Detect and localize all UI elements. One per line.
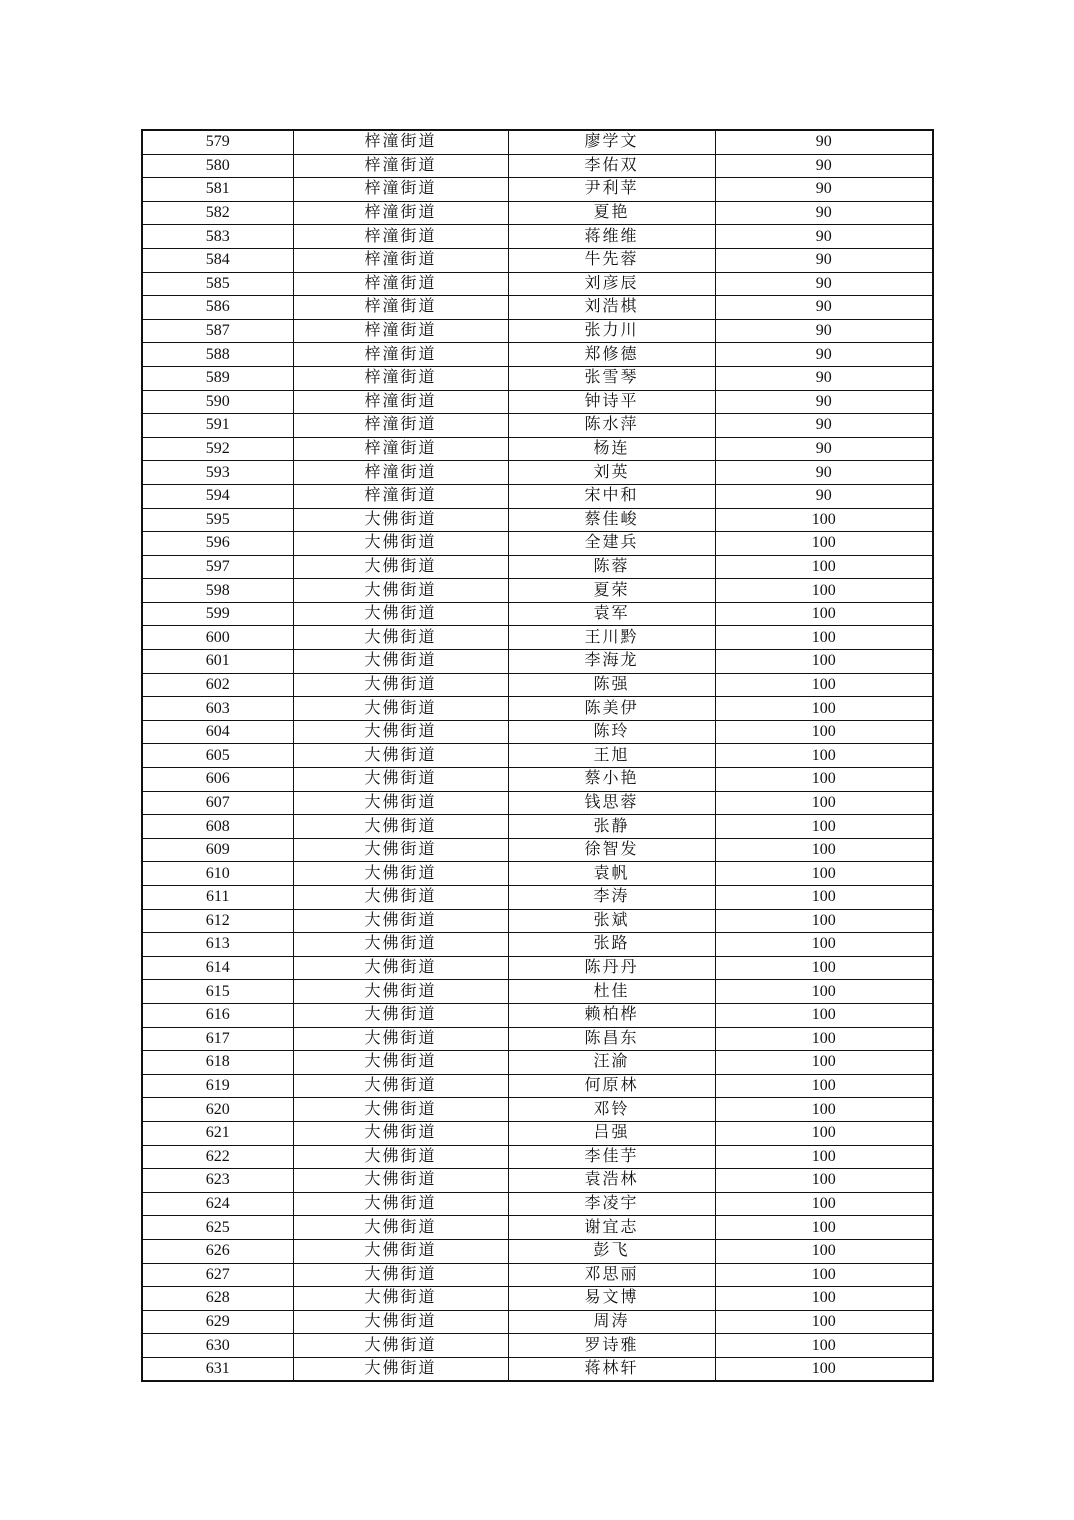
street-cell: 大佛街道 [293, 1051, 508, 1075]
person-name-cell: 陈美伊 [508, 697, 715, 721]
table-row [142, 1074, 933, 1098]
person-name-cell: 蒋维维 [508, 225, 715, 249]
table-row [142, 508, 933, 532]
amount-cell: 100 [715, 980, 933, 1004]
amount-cell: 100 [715, 1003, 933, 1027]
table-row [142, 272, 933, 296]
street-cell: 梓潼街道 [293, 225, 508, 249]
street-cell: 梓潼街道 [293, 461, 508, 485]
person-name-cell: 袁浩林 [508, 1169, 715, 1193]
table-row [142, 720, 933, 744]
person-name-cell: 刘彦辰 [508, 272, 715, 296]
person-name-cell: 彭飞 [508, 1239, 715, 1263]
person-name-cell: 钱思蓉 [508, 791, 715, 815]
row-number-cell: 600 [142, 626, 293, 650]
table-row [142, 296, 933, 320]
table-row [142, 1263, 933, 1287]
street-cell: 梓潼街道 [293, 154, 508, 178]
row-number-cell: 590 [142, 390, 293, 414]
amount-cell: 100 [715, 1334, 933, 1358]
street-cell: 大佛街道 [293, 815, 508, 839]
street-cell: 大佛街道 [293, 1027, 508, 1051]
row-number-cell: 627 [142, 1263, 293, 1287]
row-number-cell: 613 [142, 933, 293, 957]
street-cell: 梓潼街道 [293, 319, 508, 343]
amount-cell: 100 [715, 791, 933, 815]
row-number-cell: 589 [142, 366, 293, 390]
amount-cell: 90 [715, 366, 933, 390]
street-cell: 大佛街道 [293, 720, 508, 744]
row-number-cell: 625 [142, 1216, 293, 1240]
table-row [142, 532, 933, 556]
table-row [142, 909, 933, 933]
street-cell: 梓潼街道 [293, 343, 508, 367]
amount-cell: 100 [715, 602, 933, 626]
row-number-cell: 621 [142, 1121, 293, 1145]
person-name-cell: 张雪琴 [508, 366, 715, 390]
table-row [142, 484, 933, 508]
person-name-cell: 宋中和 [508, 484, 715, 508]
table-row [142, 980, 933, 1004]
row-number-cell: 594 [142, 484, 293, 508]
amount-cell: 100 [715, 933, 933, 957]
person-name-cell: 刘浩棋 [508, 296, 715, 320]
street-cell: 大佛街道 [293, 697, 508, 721]
amount-cell: 100 [715, 1051, 933, 1075]
row-number-cell: 582 [142, 201, 293, 225]
street-cell: 大佛街道 [293, 1145, 508, 1169]
person-name-cell: 谢宜志 [508, 1216, 715, 1240]
table-row [142, 555, 933, 579]
amount-cell: 100 [715, 1145, 933, 1169]
row-number-cell: 612 [142, 909, 293, 933]
table-row [142, 319, 933, 343]
person-name-cell: 陈水萍 [508, 414, 715, 438]
person-name-cell: 赖柏桦 [508, 1003, 715, 1027]
amount-cell: 100 [715, 1098, 933, 1122]
amount-cell: 90 [715, 484, 933, 508]
table-body [142, 130, 933, 1381]
street-cell: 大佛街道 [293, 1121, 508, 1145]
table-row [142, 225, 933, 249]
street-cell: 大佛街道 [293, 626, 508, 650]
amount-cell: 90 [715, 319, 933, 343]
row-number-cell: 579 [142, 130, 293, 154]
table-row [142, 602, 933, 626]
row-number-cell: 597 [142, 555, 293, 579]
street-cell: 梓潼街道 [293, 296, 508, 320]
person-name-cell: 王川黔 [508, 626, 715, 650]
street-cell: 大佛街道 [293, 579, 508, 603]
person-name-cell: 杨连 [508, 437, 715, 461]
amount-cell: 90 [715, 437, 933, 461]
row-number-cell: 588 [142, 343, 293, 367]
person-name-cell: 刘英 [508, 461, 715, 485]
street-cell: 大佛街道 [293, 1169, 508, 1193]
amount-cell: 100 [715, 1074, 933, 1098]
person-name-cell: 李涛 [508, 886, 715, 910]
amount-cell: 100 [715, 862, 933, 886]
person-name-cell: 李佳芋 [508, 1145, 715, 1169]
person-name-cell: 陈强 [508, 673, 715, 697]
row-number-cell: 610 [142, 862, 293, 886]
table-row [142, 1216, 933, 1240]
row-number-cell: 619 [142, 1074, 293, 1098]
amount-cell: 90 [715, 201, 933, 225]
table-row [142, 673, 933, 697]
row-number-cell: 611 [142, 886, 293, 910]
street-cell: 梓潼街道 [293, 272, 508, 296]
street-cell: 梓潼街道 [293, 178, 508, 202]
row-number-cell: 580 [142, 154, 293, 178]
street-cell: 大佛街道 [293, 862, 508, 886]
row-number-cell: 630 [142, 1334, 293, 1358]
row-number-cell: 618 [142, 1051, 293, 1075]
table-row [142, 791, 933, 815]
amount-cell: 100 [715, 697, 933, 721]
row-number-cell: 598 [142, 579, 293, 603]
table-row [142, 1239, 933, 1263]
row-number-cell: 591 [142, 414, 293, 438]
row-number-cell: 584 [142, 248, 293, 272]
row-number-cell: 609 [142, 838, 293, 862]
amount-cell: 100 [715, 1169, 933, 1193]
table-row [142, 768, 933, 792]
amount-cell: 100 [715, 838, 933, 862]
amount-cell: 100 [715, 626, 933, 650]
amount-cell: 100 [715, 555, 933, 579]
street-cell: 大佛街道 [293, 1287, 508, 1311]
person-name-cell: 全建兵 [508, 532, 715, 556]
street-cell: 大佛街道 [293, 673, 508, 697]
person-name-cell: 尹利苹 [508, 178, 715, 202]
street-cell: 大佛街道 [293, 1310, 508, 1334]
row-number-cell: 622 [142, 1145, 293, 1169]
amount-cell: 100 [715, 532, 933, 556]
table-row [142, 1051, 933, 1075]
table-row [142, 886, 933, 910]
table-row [142, 1357, 933, 1381]
street-cell: 大佛街道 [293, 909, 508, 933]
person-name-cell: 袁帆 [508, 862, 715, 886]
street-cell: 梓潼街道 [293, 437, 508, 461]
table-row [142, 437, 933, 461]
street-cell: 大佛街道 [293, 1003, 508, 1027]
subsidy-list-table [141, 129, 934, 1382]
table-row [142, 1287, 933, 1311]
row-number-cell: 605 [142, 744, 293, 768]
street-cell: 大佛街道 [293, 532, 508, 556]
person-name-cell: 夏艳 [508, 201, 715, 225]
amount-cell: 90 [715, 248, 933, 272]
street-cell: 大佛街道 [293, 508, 508, 532]
row-number-cell: 595 [142, 508, 293, 532]
table-row [142, 154, 933, 178]
table-row [142, 1310, 933, 1334]
person-name-cell: 杜佳 [508, 980, 715, 1004]
table-row [142, 178, 933, 202]
row-number-cell: 596 [142, 532, 293, 556]
person-name-cell: 邓铃 [508, 1098, 715, 1122]
amount-cell: 100 [715, 909, 933, 933]
person-name-cell: 徐智发 [508, 838, 715, 862]
person-name-cell: 吕强 [508, 1121, 715, 1145]
row-number-cell: 599 [142, 602, 293, 626]
person-name-cell: 蔡小艳 [508, 768, 715, 792]
row-number-cell: 602 [142, 673, 293, 697]
street-cell: 大佛街道 [293, 650, 508, 674]
person-name-cell: 邓思丽 [508, 1263, 715, 1287]
table-row [142, 1121, 933, 1145]
amount-cell: 100 [715, 1263, 933, 1287]
amount-cell: 100 [715, 650, 933, 674]
amount-cell: 100 [715, 1287, 933, 1311]
amount-cell: 100 [715, 508, 933, 532]
amount-cell: 90 [715, 414, 933, 438]
person-name-cell: 陈玲 [508, 720, 715, 744]
street-cell: 大佛街道 [293, 768, 508, 792]
row-number-cell: 631 [142, 1357, 293, 1381]
person-name-cell: 廖学文 [508, 130, 715, 154]
amount-cell: 90 [715, 461, 933, 485]
amount-cell: 90 [715, 154, 933, 178]
person-name-cell: 何原林 [508, 1074, 715, 1098]
person-name-cell: 汪渝 [508, 1051, 715, 1075]
table-row [142, 1027, 933, 1051]
person-name-cell: 周涛 [508, 1310, 715, 1334]
street-cell: 梓潼街道 [293, 248, 508, 272]
amount-cell: 90 [715, 272, 933, 296]
row-number-cell: 617 [142, 1027, 293, 1051]
table-row [142, 626, 933, 650]
person-name-cell: 王旭 [508, 744, 715, 768]
street-cell: 大佛街道 [293, 1263, 508, 1287]
person-name-cell: 蔡佳峻 [508, 508, 715, 532]
street-cell: 大佛街道 [293, 744, 508, 768]
street-cell: 大佛街道 [293, 1357, 508, 1381]
person-name-cell: 夏荣 [508, 579, 715, 603]
table-row [142, 343, 933, 367]
person-name-cell: 陈蓉 [508, 555, 715, 579]
street-cell: 大佛街道 [293, 1334, 508, 1358]
amount-cell: 100 [715, 1192, 933, 1216]
amount-cell: 90 [715, 390, 933, 414]
table-row [142, 1003, 933, 1027]
street-cell: 大佛街道 [293, 791, 508, 815]
person-name-cell: 牛先蓉 [508, 248, 715, 272]
table-row [142, 1334, 933, 1358]
table-row [142, 1169, 933, 1193]
table-row [142, 956, 933, 980]
person-name-cell: 张路 [508, 933, 715, 957]
street-cell: 梓潼街道 [293, 390, 508, 414]
amount-cell: 100 [715, 1310, 933, 1334]
row-number-cell: 616 [142, 1003, 293, 1027]
amount-cell: 100 [715, 744, 933, 768]
row-number-cell: 624 [142, 1192, 293, 1216]
table-row [142, 1098, 933, 1122]
row-number-cell: 607 [142, 791, 293, 815]
table-row [142, 579, 933, 603]
person-name-cell: 李凌宇 [508, 1192, 715, 1216]
table-row [142, 366, 933, 390]
street-cell: 大佛街道 [293, 980, 508, 1004]
street-cell: 梓潼街道 [293, 130, 508, 154]
amount-cell: 90 [715, 296, 933, 320]
person-name-cell: 罗诗雅 [508, 1334, 715, 1358]
row-number-cell: 620 [142, 1098, 293, 1122]
amount-cell: 100 [715, 768, 933, 792]
amount-cell: 100 [715, 1121, 933, 1145]
row-number-cell: 587 [142, 319, 293, 343]
row-number-cell: 603 [142, 697, 293, 721]
amount-cell: 90 [715, 225, 933, 249]
amount-cell: 100 [715, 1027, 933, 1051]
street-cell: 梓潼街道 [293, 366, 508, 390]
street-cell: 梓潼街道 [293, 201, 508, 225]
amount-cell: 100 [715, 1216, 933, 1240]
street-cell: 大佛街道 [293, 555, 508, 579]
street-cell: 大佛街道 [293, 1216, 508, 1240]
table-row [142, 933, 933, 957]
person-name-cell: 张力川 [508, 319, 715, 343]
person-name-cell: 蒋林轩 [508, 1357, 715, 1381]
street-cell: 大佛街道 [293, 838, 508, 862]
street-cell: 大佛街道 [293, 1239, 508, 1263]
table-row [142, 201, 933, 225]
person-name-cell: 郑修德 [508, 343, 715, 367]
table-row [142, 697, 933, 721]
row-number-cell: 626 [142, 1239, 293, 1263]
person-name-cell: 张静 [508, 815, 715, 839]
table-row [142, 744, 933, 768]
street-cell: 大佛街道 [293, 1074, 508, 1098]
amount-cell: 100 [715, 720, 933, 744]
person-name-cell: 李佑双 [508, 154, 715, 178]
street-cell: 梓潼街道 [293, 414, 508, 438]
table-row [142, 248, 933, 272]
row-number-cell: 581 [142, 178, 293, 202]
row-number-cell: 629 [142, 1310, 293, 1334]
row-number-cell: 614 [142, 956, 293, 980]
amount-cell: 90 [715, 130, 933, 154]
street-cell: 大佛街道 [293, 602, 508, 626]
table-row [142, 838, 933, 862]
street-cell: 大佛街道 [293, 933, 508, 957]
person-name-cell: 钟诗平 [508, 390, 715, 414]
row-number-cell: 615 [142, 980, 293, 1004]
street-cell: 大佛街道 [293, 886, 508, 910]
street-cell: 大佛街道 [293, 956, 508, 980]
street-cell: 梓潼街道 [293, 484, 508, 508]
street-cell: 大佛街道 [293, 1098, 508, 1122]
row-number-cell: 601 [142, 650, 293, 674]
row-number-cell: 604 [142, 720, 293, 744]
person-name-cell: 袁军 [508, 602, 715, 626]
amount-cell: 90 [715, 178, 933, 202]
table-row [142, 1192, 933, 1216]
amount-cell: 100 [715, 579, 933, 603]
amount-cell: 100 [715, 1357, 933, 1381]
person-name-cell: 陈昌东 [508, 1027, 715, 1051]
amount-cell: 100 [715, 1239, 933, 1263]
street-cell: 大佛街道 [293, 1192, 508, 1216]
person-name-cell: 易文博 [508, 1287, 715, 1311]
row-number-cell: 606 [142, 768, 293, 792]
amount-cell: 90 [715, 343, 933, 367]
amount-cell: 100 [715, 673, 933, 697]
person-name-cell: 李海龙 [508, 650, 715, 674]
row-number-cell: 585 [142, 272, 293, 296]
amount-cell: 100 [715, 815, 933, 839]
row-number-cell: 628 [142, 1287, 293, 1311]
amount-cell: 100 [715, 956, 933, 980]
row-number-cell: 593 [142, 461, 293, 485]
table-row [142, 862, 933, 886]
table-row [142, 130, 933, 154]
row-number-cell: 608 [142, 815, 293, 839]
table-row [142, 390, 933, 414]
table-row [142, 650, 933, 674]
person-name-cell: 陈丹丹 [508, 956, 715, 980]
row-number-cell: 583 [142, 225, 293, 249]
table-row [142, 815, 933, 839]
amount-cell: 100 [715, 886, 933, 910]
row-number-cell: 586 [142, 296, 293, 320]
table-row [142, 1145, 933, 1169]
table-row [142, 414, 933, 438]
row-number-cell: 623 [142, 1169, 293, 1193]
person-name-cell: 张斌 [508, 909, 715, 933]
row-number-cell: 592 [142, 437, 293, 461]
table-row [142, 461, 933, 485]
